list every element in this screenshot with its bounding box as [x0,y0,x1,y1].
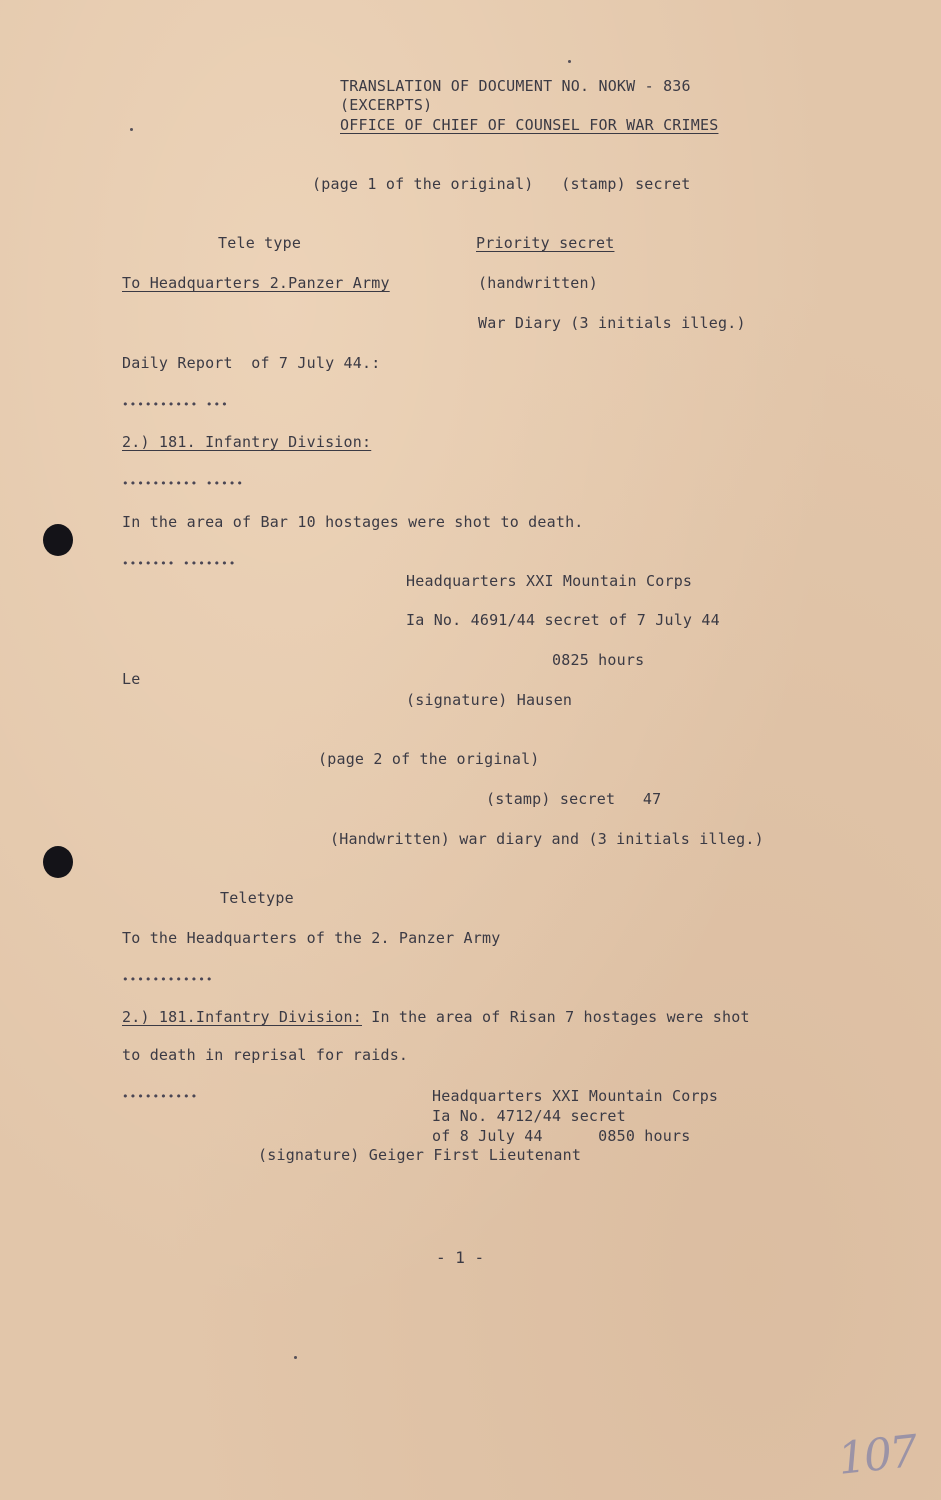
paper-speck [568,60,571,63]
page2-ellipsis-1: •••••••••••• [122,973,214,986]
page1-handwritten: (handwritten) [478,274,598,292]
page1-division-label: 2.) 181. Infantry Division: [122,433,372,451]
paper-speck [294,1356,297,1359]
page1-ellipsis-1: •••••••••• ••• [122,398,229,411]
page2-ellipsis-2: •••••••••• [122,1090,199,1103]
page2-signature: (signature) Geiger First Lieutenant [258,1146,582,1164]
page1-time: 0825 hours [552,651,645,669]
page1-reference: Ia No. 4691/44 secret of 7 July 44 [406,611,720,629]
page1-signature: (signature) Hausen [406,691,573,709]
punch-hole-bottom [43,846,73,878]
page2-division-label: 2.) 181.Infantry Division: [122,1008,362,1026]
page2-teletype: Teletype [220,889,294,907]
page2-note: (page 2 of the original) [318,750,540,768]
page1-war-diary: War Diary (3 initials illeg.) [478,314,746,332]
paper-speck [130,128,133,131]
page2-hq: Headquarters XXI Mountain Corps [432,1087,719,1105]
page2-recipient: To the Headquarters of the 2. Panzer Army [122,929,501,947]
page2-reference: Ia No. 4712/44 secret [432,1107,626,1125]
page1-ellipsis-3: ••••••• ••••••• [122,557,237,570]
header-office: OFFICE OF CHIEF OF COUNSEL FOR WAR CRIMES [340,116,719,134]
punch-hole-top [43,524,73,556]
page1-teletype: Tele type [218,234,302,252]
page2-body-2: to death in reprisal for raids. [122,1046,409,1064]
page2-division-line [122,1008,750,1027]
header-excerpts: (EXCERPTS) [340,96,433,114]
page1-ellipsis-2: •••••••••• ••••• [122,477,244,490]
page1-initials: Le [122,670,141,688]
page1-hq: Headquarters XXI Mountain Corps [406,572,693,590]
page2-handwritten: (Handwritten) war diary and (3 initials illeg.) [330,830,764,848]
page2-body-1: In the area of Risan 7 hostages were shot [362,1008,750,1026]
page2-date-time: of 8 July 44 0850 hours [432,1127,691,1145]
page-number: - 1 - [436,1248,485,1267]
page1-body: In the area of Bar 10 hostages were shot to death. [122,513,584,531]
page1-priority: Priority secret [476,234,615,252]
page1-note: (page 1 of the original) (stamp) secret [312,175,691,193]
page2-stamp: (stamp) secret 47 [486,790,662,808]
page1-recipient: To Headquarters 2.Panzer Army [122,274,390,292]
page1-daily-report: Daily Report of 7 July 44.: [122,354,381,372]
header-title: TRANSLATION OF DOCUMENT NO. NOKW - 836 [340,77,691,95]
handwritten-page-number: 107 [835,1426,919,1485]
